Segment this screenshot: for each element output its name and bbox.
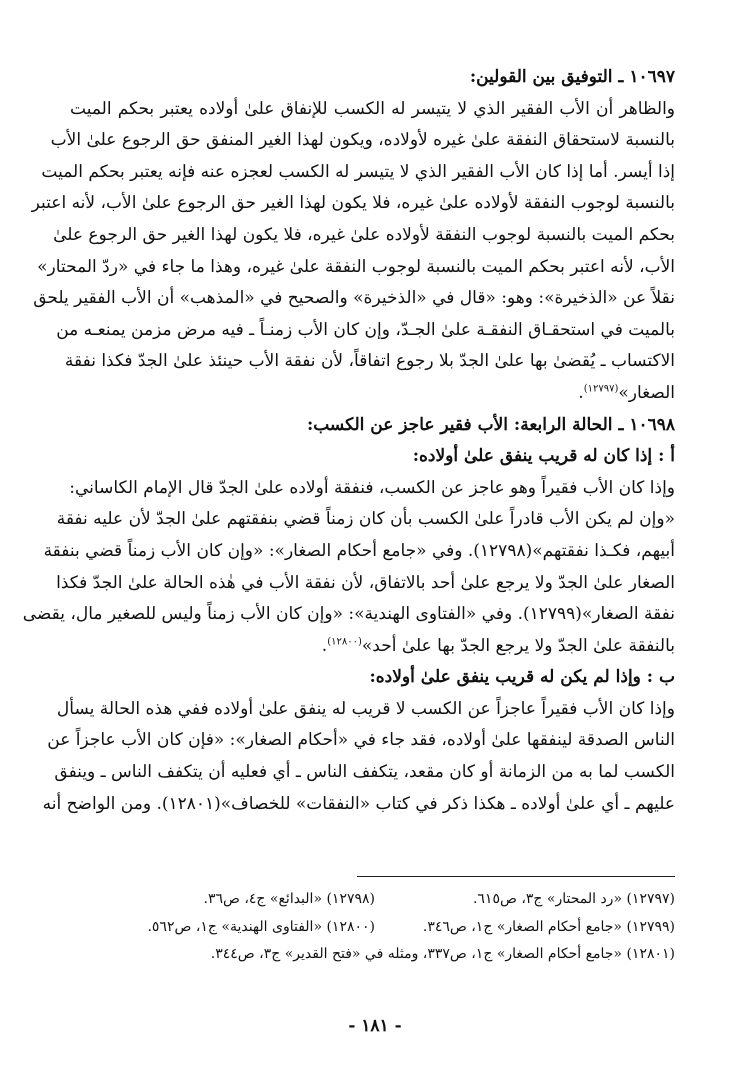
text-line: إذا أيسر. أما إذا كان الأب الفقير الذي لا يتيسر له الكسب لعجزه عنه فإنه يعتبر بحكم الميت — [41, 161, 675, 182]
section-heading: ١٠٦٩٧ ـ التوفيق بين القولين: — [469, 67, 675, 87]
text-line: بالنفقة علىٰ الجدّ ولا يرجع الجدّ بها علىٰ أحد»$^{(١٢٨٠٠)}$. — [321, 635, 675, 656]
footnote-ref: (١٢٧٩٧) — [583, 383, 619, 395]
text-line: الكسب لما به من الزمانة أو كان مقعد، يتكفف الناس ـ أي فعليه أن يتكفف الناس ـ وينفق — [54, 762, 675, 783]
footnote-row — [70, 941, 675, 969]
footnote: (١٢٧٩٧) «رد المحتار» ج٣، ص٦١٥. — [472, 891, 675, 907]
text-line: الأب، لأنه اعتبر بحكم الميت بالنسبة لوجوب النفقة علىٰ غيره، وهذا ما جاء في «ردّ المحتار» — [37, 256, 675, 277]
subsection-heading: ب : وإذا لم يكن له قريب ينفق علىٰ أولاده: — [369, 667, 675, 688]
footnotes — [70, 886, 675, 969]
footnote-ref: (١٢٨٠٠) — [327, 636, 362, 648]
text-line: الناس الصدقة لينفقها علىٰ أولاده، فقد جاء في «أحكام الصغار»: «فإن كان الأب عاجزاً عن — [47, 730, 675, 751]
text-line: بحكم الميت بالنسبة لوجوب النفقة لأولاده علىٰ غيره، فلا يكون لهذا الغير حق الرجوع علىٰ — [53, 224, 675, 245]
text-line: أبيهم، فكـذا نفقتهم»(١٢٧٩٨). وفي «جامع أحكام الصغار»: «وإن كان الأب زمناً قضي بنفقة — [43, 540, 675, 561]
paragraph — [31, 94, 675, 410]
footnote-row — [70, 914, 675, 942]
subsection-heading: أ : إذا كان له قريب ينفق علىٰ أولاده: — [412, 446, 675, 467]
main-text — [22, 62, 675, 820]
text-line: «وإن لم يكن الأب قادراً علىٰ الكسب بأن كان زمناً قضي بنفقتهم علىٰ الجدّ لأن عليه نفقة — [56, 509, 675, 530]
footnote: (١٢٧٩٨) «البدائع» ج٤، ص٣٦. — [203, 891, 375, 907]
text-line: نفقة الصغار»(١٢٧٩٩). وفي «الفتاوى الهندية»: «وإن كان الأب زمناً وليس للصغير مال، يقضى — [22, 604, 675, 625]
text-line: الاكتساب ـ يُقضىٰ بها علىٰ الجدّ بلا رجوع اتفاقاً، لأن نفقة الأب حينئذ علىٰ الجدّ فكذا نفقة — [64, 351, 675, 372]
section-heading: ١٠٦٩٨ ـ الحالة الرابعة: الأب فقير عاجز عن الكسب: — [306, 414, 675, 435]
text-line: الصغار»$^{(١٢٧٩٧)}$. — [578, 382, 675, 403]
footnote-divider — [357, 876, 675, 877]
footnote: (١٢٧٩٩) «جامع أحكام الصغار» ج١، ص٣٤٦. — [422, 918, 675, 935]
text-line: والظاهر أن الأب الفقير الذي لا يتيسر له الكسب للإنفاق علىٰ أولاده يعتبر بحكم الميت — [70, 98, 675, 119]
text-line: وإذا كان الأب فقيراً وهو عاجز عن الكسب، فنفقة أولاده علىٰ الجدّ قال الإمام الكاساني: — [69, 477, 675, 498]
text-fragment: الصغار» — [618, 382, 675, 403]
text-line: بالميت في استحقـاق النفقـة علىٰ الجـدّ، وإن كان الأب زمنـاً ـ فيه مرض مزمن يمنعـه من — [56, 319, 675, 340]
text-line: بالنسبة لوجوب النفقة لأولاده علىٰ غيره، فلا يكون لهذا الغير حق الرجوع علىٰ الأب، لأنه اعتبر — [31, 193, 675, 214]
text-line: بالنسبة لاستحقاق النفقة علىٰ غيره لأولاده، ويكون لهذا الغير المنفق حق الرجوع علىٰ الأب — [50, 130, 675, 151]
text-line: الصغار علىٰ الجدّ ولا يرجع علىٰ أحد بالاتفاق، لأن نفقة الأب في هٰذه الحالة علىٰ الجدّ فكذا — [56, 572, 675, 593]
page-number: - ١٨١ - — [348, 1016, 402, 1036]
paragraph — [22, 473, 675, 663]
text-fragment: بالنفقة علىٰ الجدّ ولا يرجع الجدّ بها علىٰ أحد» — [361, 635, 675, 656]
footnote: (١٢٨٠٠) «الفتاوى الهندية» ج١، ص٥٦٢. — [147, 918, 375, 935]
text-line: نقلاً عن «الذخيرة»: وهو: «قال في «الذخيرة» والصحيح في «المذهب» أن الأب الفقير يلحق — [33, 288, 675, 309]
text-line: عليهم ـ أي علىٰ أولاده ـ هكذا ذكر في كتاب «النفقات» للخصاف»(١٢٨٠١). ومن الواضح أنه — [42, 793, 675, 814]
footnote: (١٢٨٠١) «جامع أحكام الصغار» ج١، ص٣٣٧، ومثله في «فتح القدير» ج٣، ص٣٤٤. — [210, 946, 675, 962]
footnote-row — [70, 886, 675, 914]
paragraph — [42, 694, 675, 820]
text-line: وإذا كان الأب فقيراً عاجزاً عن الكسب لا قريب له ينفق علىٰ أولاده ففي هذه الحالة يسأل — [56, 698, 675, 719]
